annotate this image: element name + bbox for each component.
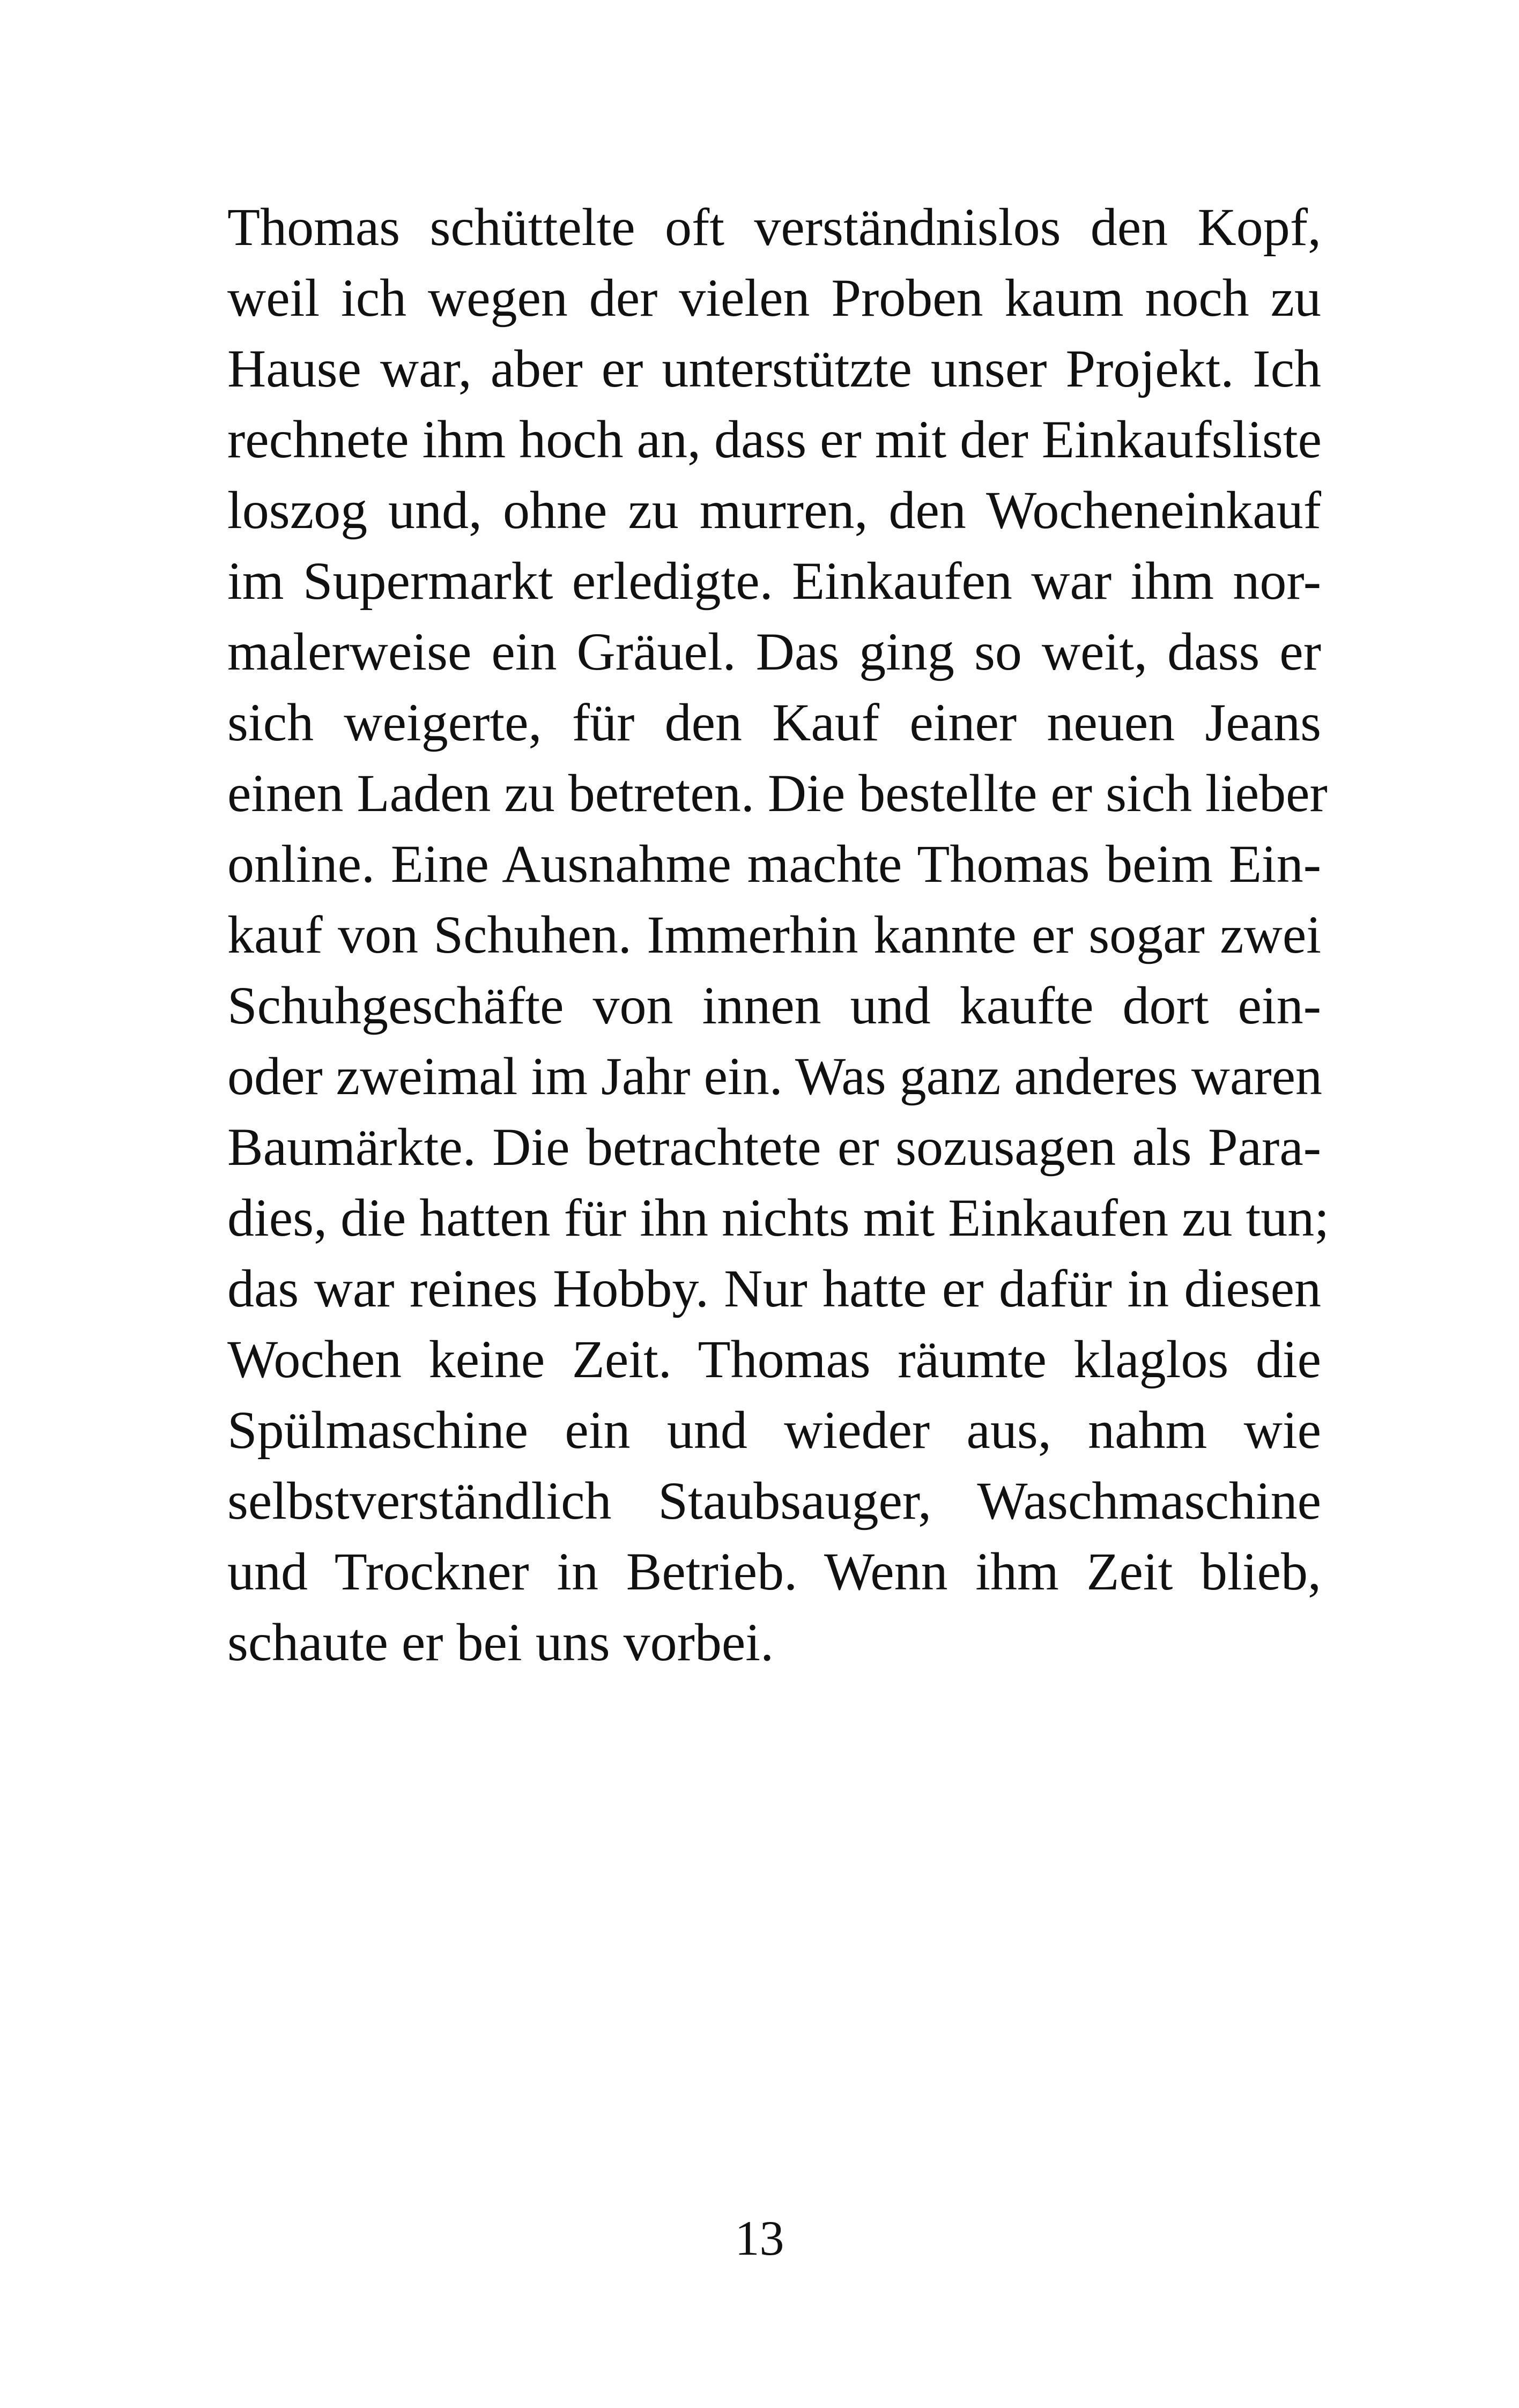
text-line: loszog und, ohne zu murren, den Wocheneinkauf <box>227 480 1321 540</box>
text-line: Hause war, aber er unterstützte unser Projekt. Ich <box>227 339 1321 398</box>
text-line: das war reines Hobby. Nur hatte er dafür in diesen <box>227 1259 1321 1318</box>
page-number: 13 <box>735 2211 784 2265</box>
text-line: Thomas schüttelte oft verständnislos den Kopf, <box>227 197 1321 257</box>
text-line: Baumärkte. Die betrachtete er sozusagen als Para- <box>227 1117 1321 1177</box>
text-line: Schuhgeschäfte von innen und kaufte dort ein- <box>227 976 1321 1035</box>
text-line: im Supermarkt erledigte. Einkaufen war ihm nor- <box>227 551 1321 611</box>
body-paragraph <box>227 192 1330 1678</box>
text-line: malerweise ein Gräuel. Das ging so weit, dass er <box>227 622 1321 681</box>
text-line: schaute er bei uns vorbei. <box>227 1612 774 1672</box>
text-line: dies, die hatten für ihn nichts mit Einkaufen zu tun; <box>227 1188 1330 1247</box>
text-line: oder zweimal im Jahr ein. Was ganz anderes waren <box>227 1046 1323 1106</box>
text-line: Wochen keine Zeit. Thomas räumte klaglos die <box>227 1329 1321 1389</box>
text-line: weil ich wegen der vielen Proben kaum noch zu <box>227 268 1321 328</box>
text-line: und Trockner in Betrieb. Wenn ihm Zeit blieb, <box>227 1542 1321 1601</box>
text-line: einen Laden zu betreten. Die bestellte er sich lieber <box>227 763 1328 823</box>
text-line: online. Eine Ausnahme machte Thomas beim Ein- <box>227 834 1321 894</box>
text-line: kauf von Schuhen. Immerhin kannte er sogar zwei <box>227 905 1321 964</box>
text-line: sich weigerte, für den Kauf einer neuen Jeans <box>227 693 1321 752</box>
text-line: Spülmaschine ein und wieder aus, nahm wie <box>227 1400 1321 1460</box>
text-line: rechnete ihm hoch an, dass er mit der Einkaufsliste <box>227 410 1322 469</box>
text-line: selbstverständlich Staubsauger, Waschmaschine <box>227 1471 1321 1530</box>
